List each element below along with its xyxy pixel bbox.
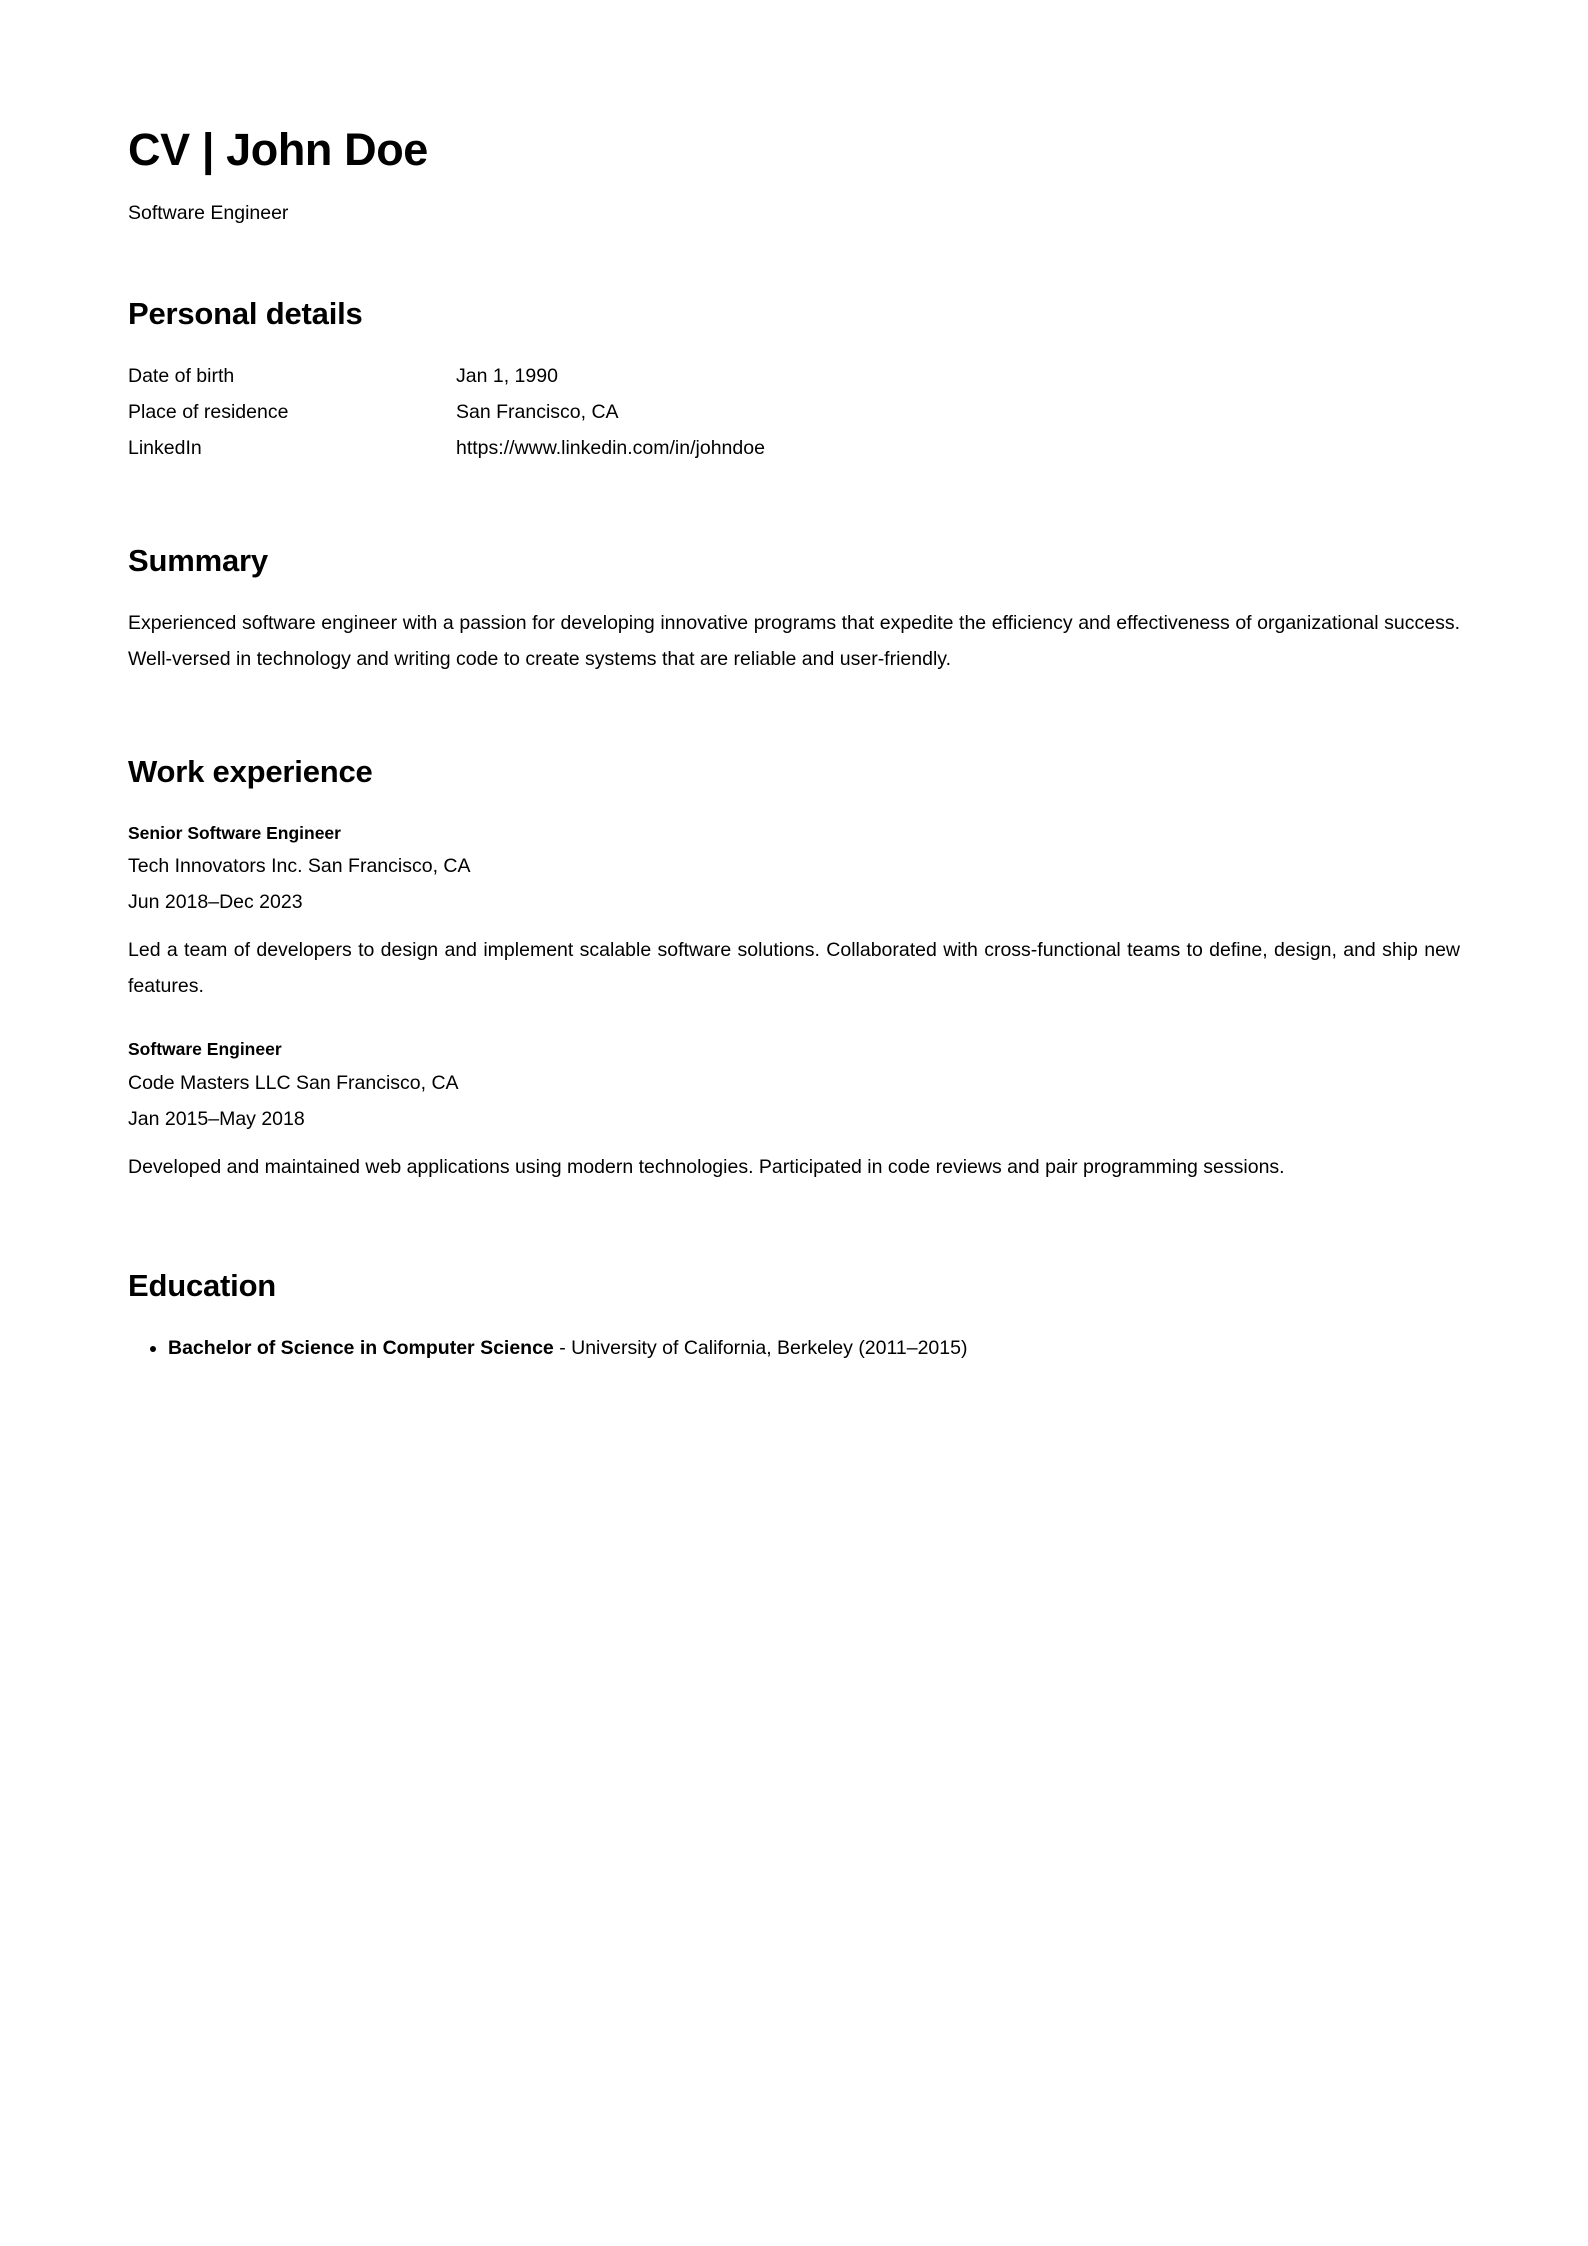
table-row (128, 394, 1460, 430)
personal-details-table (128, 358, 1460, 466)
detail-value-date-of-birth: Jan 1, 1990 (456, 364, 558, 387)
job-description: Led a team of developers to design and implement scalable software solutions. Collaborated with cross-functional teams to define, design, and ship new features. (128, 939, 1460, 998)
section-work-experience (128, 753, 1460, 1185)
document-header (128, 96, 1460, 229)
detail-label-date-of-birth: Date of birth (128, 364, 235, 387)
section-heading-work-experience: Work experience (128, 753, 373, 789)
education-degree: Bachelor of Science in Computer Science (168, 1336, 554, 1359)
job-dates: Jun 2018–Dec 2023 (128, 891, 303, 914)
table-row (128, 358, 1460, 394)
job-title: Software Engineer (128, 1039, 282, 1060)
table-row (128, 430, 1460, 466)
section-heading-summary: Summary (128, 542, 268, 578)
detail-label-linkedin: LinkedIn (128, 436, 202, 459)
list-item (168, 1330, 1460, 1366)
job-company: Code Masters LLC San Francisco, CA (128, 1072, 459, 1094)
education-institution: - University of California, Berkeley (2011–2015) (553, 1336, 968, 1359)
section-personal-details (128, 295, 1460, 466)
job-dates: Jan 2015–May 2018 (128, 1108, 305, 1131)
page-subtitle: Software Engineer (128, 201, 289, 224)
page-title: CV | John Doe (128, 124, 428, 175)
job-title: Senior Software Engineer (128, 822, 341, 843)
section-heading-personal-details: Personal details (128, 295, 363, 331)
work-experience-entry (128, 818, 1460, 1005)
section-summary (128, 542, 1460, 677)
detail-value-linkedin: https://www.linkedin.com/in/johndoe (456, 436, 765, 459)
summary-paragraph: Experienced software engineer with a passion for developing innovative programs that expedite the efficiency and effectiveness of organizational success. Well-versed in technology and writing code to create systems that are reliable and user-friendly. (128, 611, 1460, 670)
section-heading-education: Education (128, 1268, 277, 1304)
detail-label-place-of-residence: Place of residence (128, 400, 289, 423)
detail-value-place-of-residence: San Francisco, CA (456, 400, 619, 423)
education-list (128, 1330, 1460, 1366)
section-education (128, 1267, 1460, 1366)
job-description: Developed and maintained web applications using modern technologies. Participated in code reviews and pair programming sessions. (128, 1156, 1285, 1179)
work-experience-entry (128, 1034, 1460, 1185)
job-company: Tech Innovators Inc. San Francisco, CA (128, 855, 471, 878)
